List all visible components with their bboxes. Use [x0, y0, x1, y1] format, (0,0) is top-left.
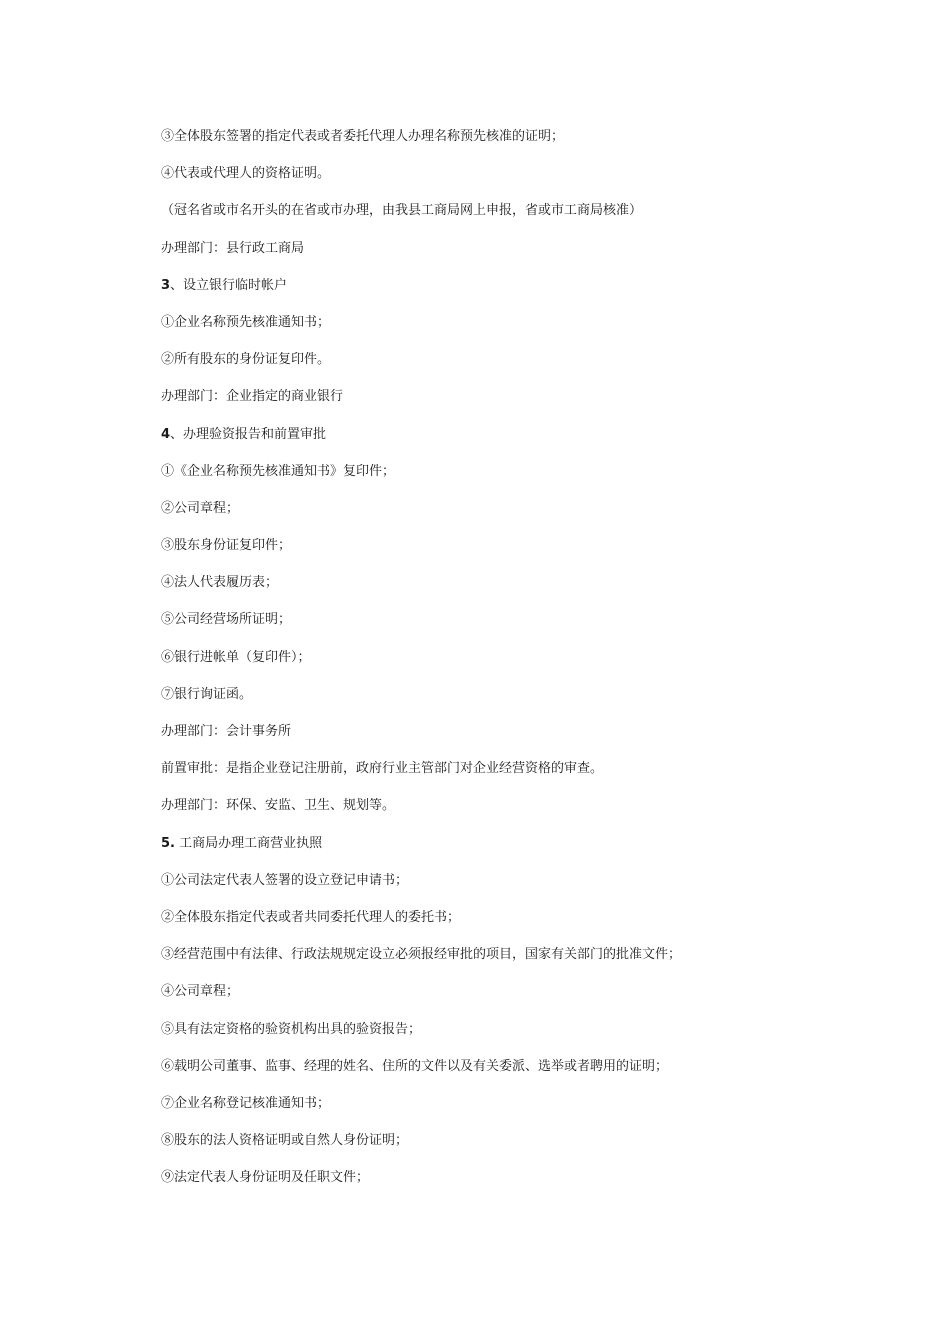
paragraph-text: ④法人代表履历表； [161, 575, 279, 591]
section-number: 5. [161, 835, 175, 851]
paragraph-text: ③股东身份证复印件； [161, 538, 292, 554]
paragraph-text: ①企业名称预先核准通知书； [161, 314, 331, 330]
section-heading [161, 276, 881, 313]
section-title: 、设立银行临时帐户 [170, 277, 288, 293]
paragraph [161, 1057, 881, 1094]
section-number: 3 [161, 277, 171, 293]
paragraph [161, 722, 881, 759]
paragraph [161, 1131, 881, 1168]
section-heading [161, 425, 881, 462]
paragraph [161, 1168, 881, 1205]
paragraph [161, 648, 881, 685]
section-number: 4 [161, 426, 171, 442]
paragraph-text: ②所有股东的身份证复印件。 [161, 352, 331, 368]
section-title: 工商局办理工商营业执照 [174, 835, 323, 851]
paragraph-text: ④代表或代理人的资格证明。 [161, 166, 331, 182]
paragraph [161, 685, 881, 722]
paragraph [161, 1020, 881, 1057]
paragraph-text: ③经营范围中有法律、行政法规规定设立必须报经审批的项目，国家有关部门的批准文件； [161, 947, 682, 963]
paragraph [161, 759, 881, 796]
paragraph [161, 1094, 881, 1131]
paragraph-text: ⑧股东的法人资格证明或自然人身份证明； [161, 1133, 409, 1149]
paragraph [161, 499, 881, 536]
paragraph-text: ⑥载明公司董事、监事、经理的姓名、住所的文件以及有关委派、选举或者聘用的证明； [161, 1058, 669, 1074]
paragraph-text: 办理部门：企业指定的商业银行 [161, 389, 344, 405]
paragraph [161, 350, 881, 387]
paragraph-text: ⑦企业名称登记核准通知书； [161, 1095, 331, 1111]
paragraph [161, 164, 881, 201]
paragraph [161, 796, 881, 833]
paragraph [161, 462, 881, 499]
paragraph-text: ③全体股东签署的指定代表或者委托代理人办理名称预先核准的证明； [161, 129, 565, 144]
paragraph-text: ④公司章程； [161, 984, 240, 1000]
paragraph [161, 127, 881, 164]
paragraph [161, 201, 881, 238]
paragraph [161, 945, 881, 982]
paragraph [161, 610, 881, 647]
section-heading [161, 834, 881, 871]
section-title: 、办理验资报告和前置审批 [170, 426, 327, 442]
paragraph [161, 239, 881, 276]
paragraph [161, 908, 881, 945]
paragraph [161, 871, 881, 908]
paragraph-text: 办理部门：县行政工商局 [161, 240, 305, 256]
paragraph-text: ①《企业名称预先核准通知书》复印件； [161, 463, 396, 479]
paragraph-text: 前置审批：是指企业登记注册前，政府行业主管部门对企业经营资格的审查。 [161, 761, 604, 777]
paragraph-text: （冠名省或市名开头的在省或市办理，由我县工商局网上申报，省或市工商局核准） [161, 203, 643, 219]
paragraph [161, 573, 881, 610]
paragraph-text: ⑤公司经营场所证明； [161, 612, 292, 628]
paragraph [161, 982, 881, 1019]
document-body [161, 127, 881, 1205]
paragraph [161, 536, 881, 573]
paragraph-text: ①公司法定代表人签署的设立登记申请书； [161, 872, 409, 888]
paragraph-text: ⑦银行询证函。 [161, 686, 253, 702]
paragraph-text: ⑨法定代表人身份证明及任职文件； [161, 1170, 370, 1186]
paragraph [161, 387, 881, 424]
paragraph-text: ②公司章程； [161, 500, 240, 516]
paragraph-text: 办理部门：会计事务所 [161, 724, 292, 739]
paragraph [161, 313, 881, 350]
paragraph-text: ②全体股东指定代表或者共同委托代理人的委托书； [161, 909, 461, 925]
paragraph-text: ⑥银行进帐单（复印件）； [161, 649, 311, 665]
paragraph-text: ⑤具有法定资格的验资机构出具的验资报告； [161, 1021, 422, 1037]
paragraph-text: 办理部门：环保、安监、卫生、规划等。 [161, 798, 396, 814]
